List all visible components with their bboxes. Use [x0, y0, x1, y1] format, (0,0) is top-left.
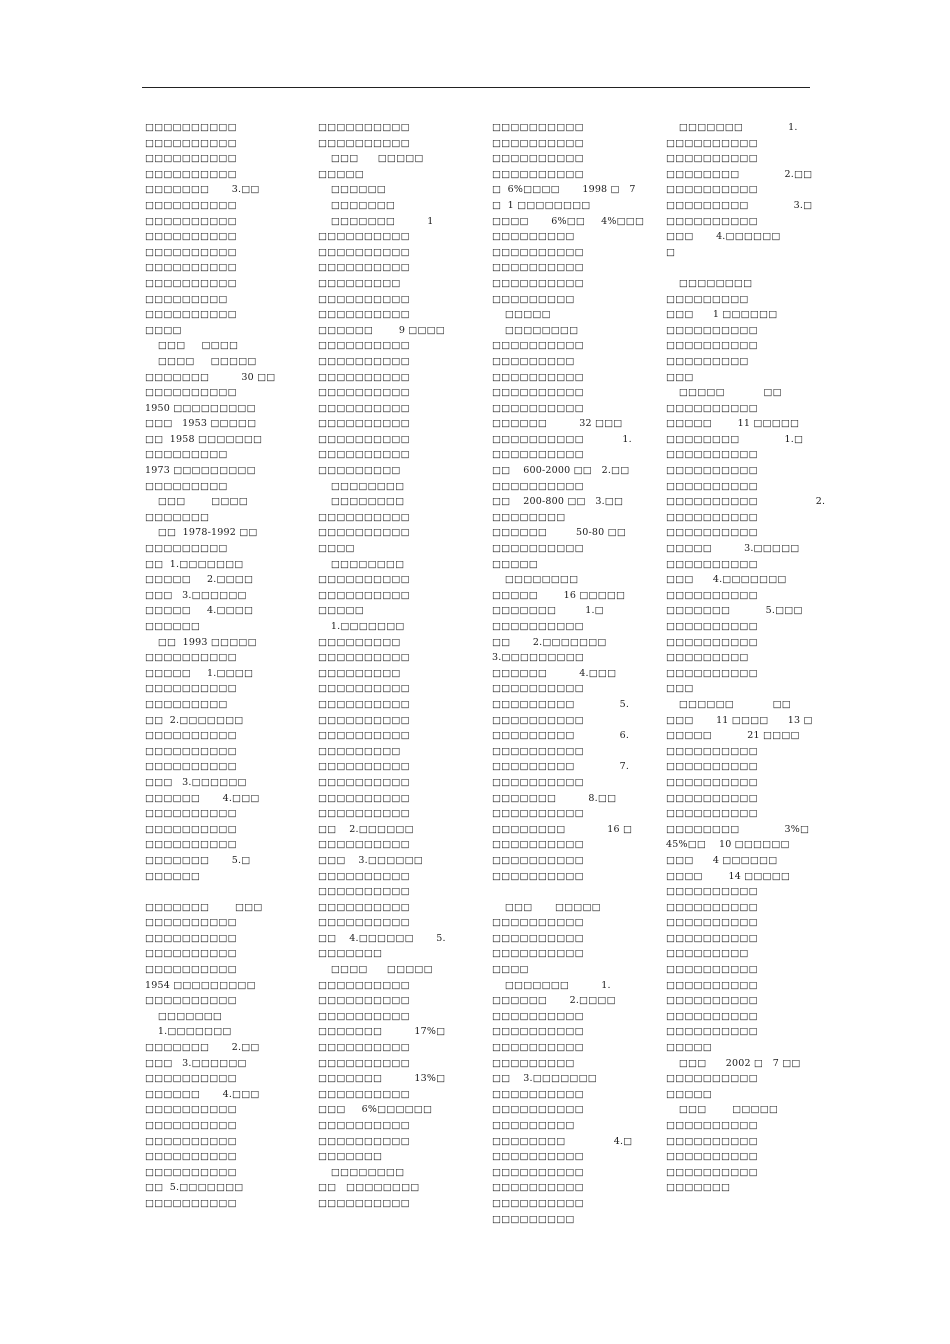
text-line: □□□□	[145, 324, 182, 336]
text-line: 1973 □□□□□□□□□	[145, 465, 256, 477]
text-line: □□□□□□□	[145, 511, 210, 523]
text-line: □□□□□□□□□□	[666, 340, 758, 352]
text-line: □□□□□□□□□□	[666, 1073, 758, 1085]
text-line: □□□□□□□ □□□	[145, 901, 263, 913]
text-line: □□□□□□□□□	[666, 293, 749, 305]
text-line: □□□□□□□□□□	[318, 886, 410, 898]
text-column-2	[318, 120, 468, 1212]
text-line: □□□□□□□ 8.□□	[492, 792, 617, 804]
text-line: □□□□□□□□□□	[666, 558, 758, 570]
text-line: □□□□□□□□□□	[145, 1197, 237, 1209]
text-line	[145, 884, 295, 900]
text-line: □□□□□□□□□□	[318, 1197, 410, 1209]
text-line: □□□□□□□□□□	[492, 168, 584, 180]
text-line: □□□□□□□□□□ 2.	[666, 496, 826, 508]
text-line: □□ 2.□□□□□□□	[145, 714, 244, 726]
text-line: □□□ 4 □□□□□□	[666, 854, 778, 866]
text-line: □□□□□□□□□□	[318, 418, 410, 430]
text-line: □□□ □□□□	[145, 496, 248, 508]
text-line: □□□□□□□□□□	[492, 480, 584, 492]
text-line: □□□□□□□□□□	[666, 1010, 758, 1022]
text-line: □□□□□□□□□□	[666, 979, 758, 991]
text-line: □□□□□□□□□□	[318, 137, 410, 149]
text-line: □□□□□□□□□□	[145, 917, 237, 929]
text-line: □□□□□□□□□□	[666, 995, 758, 1007]
text-line: □□□□□□□□	[492, 324, 579, 336]
text-line: □□□□□ 4.□□□□	[145, 605, 254, 617]
text-line: □□□□□□□□	[318, 558, 405, 570]
text-line: □□□□□□□□□□	[145, 199, 237, 211]
text-line: □□□□□□□□	[318, 496, 405, 508]
text-line: □□□□□□□□□□	[318, 730, 410, 742]
text-line: □□□□□□□□□	[666, 948, 749, 960]
text-line: □□□□□ 3.□□□□□	[666, 543, 800, 555]
text-line: □□ 1958 □□□□□□□	[145, 433, 263, 445]
text-line: 1.□□□□□□□	[145, 1026, 232, 1038]
text-line: □□□□□□□□□□	[318, 995, 410, 1007]
text-line: □□□ □□□□□	[318, 153, 424, 165]
text-line: □□□□□□□□□□	[318, 246, 410, 258]
text-line: □□□□□□□□□□	[145, 137, 237, 149]
text-line: □□□□□□□□□□	[145, 231, 237, 243]
text-line: □□□□□□□□	[492, 511, 566, 523]
text-line: □□□□□□□ 13%□	[318, 1073, 446, 1085]
text-line: □□□□□□ 32 □□□	[492, 418, 623, 430]
text-line: □□□ 11 □□□□ 13 □	[666, 714, 813, 726]
text-line: □□□□□□□□□□	[492, 870, 584, 882]
text-line: □□□□□□ 4.□□□	[145, 1088, 260, 1100]
text-line: □□□□□□□□□□	[318, 776, 410, 788]
text-line: □□□□□□□□□□	[145, 215, 237, 227]
text-column-1	[145, 120, 295, 1212]
text-line: □□□ 1 □□□□□□	[666, 309, 778, 321]
text-line: □□□□□□□□□□	[666, 1166, 758, 1178]
text-line: □□□□□□□□□□	[666, 792, 758, 804]
text-line: □□□□□□□□□□	[318, 901, 410, 913]
text-line: □□□□□□ □□	[666, 698, 791, 710]
text-line: □□□□□□□□□□	[145, 823, 237, 835]
text-line: □□□□□□□□□□	[492, 1197, 584, 1209]
text-line: □□□□□□□□□	[492, 1213, 575, 1225]
text-line: □□□□□□□□□□	[145, 995, 237, 1007]
text-line: □□□ □□□□	[145, 340, 239, 352]
text-line: □□□□□ 2.□□□□	[145, 574, 254, 586]
text-line: □□□□□□□□□□	[145, 839, 237, 851]
text-line: □□□□□□□□□□	[145, 1073, 237, 1085]
text-line: □□□□□□□□□□	[492, 122, 584, 133]
text-line: □□□□□□□□□□	[666, 215, 758, 227]
text-line: □□□□□ □□	[666, 387, 782, 399]
text-line: □□□□□□□□□□	[318, 122, 410, 133]
text-line: □□□□□□□□□□	[666, 1026, 758, 1038]
text-line: □□□□□□□ 1.	[666, 122, 798, 133]
text-line: □□□□□□□□□□	[666, 1151, 758, 1163]
text-line: □□□□□□□□□□	[666, 1135, 758, 1147]
text-line: □□□□□□□□□□	[318, 698, 410, 710]
text-line: □	[666, 246, 676, 258]
text-line: □□□□□□□ 1.□	[492, 605, 604, 617]
text-line: □□□□□□□□□□	[145, 387, 237, 399]
text-line: □□□□□□□□□	[492, 1120, 575, 1131]
text-line: □□□□□□□ 17%□	[318, 1026, 446, 1038]
text-line: □□□□□□□□□□	[666, 527, 758, 539]
text-line: □□□	[666, 683, 694, 695]
text-line: □□□□□□□□□□	[145, 1166, 237, 1178]
text-line: □□□□□□□□□□	[145, 1151, 237, 1163]
text-line: □□□□□□□□□□	[318, 402, 410, 414]
text-line: □□ 2.□□□□□□□	[492, 636, 607, 648]
text-line: □□□□	[318, 543, 355, 555]
text-line: □□ 5.□□□□□□□	[145, 1182, 244, 1194]
text-line: □□□□□□□□□□	[145, 309, 237, 321]
text-line: □□□□□□□□□□	[318, 1057, 410, 1069]
text-line: □□□□□□□□□□ 1.	[492, 433, 632, 445]
text-line: □□□□□□□□□□	[145, 277, 237, 289]
text-line: □□□□ □□□□□	[145, 355, 257, 367]
text-line: □□□□□□□ 2.□□	[145, 1042, 260, 1054]
text-line: □□□□ 14 □□□□□	[666, 870, 791, 882]
text-line: □□□□□□□□ 2.□□	[666, 168, 813, 180]
text-line: □□□□□□□□□	[318, 277, 401, 289]
text-line: □□ 1978-1992 □□	[145, 527, 258, 539]
text-line: □□□□□□□□□	[666, 652, 749, 664]
text-line: □□□□□□□□□□	[492, 745, 584, 757]
text-line: □□□□□□□□□□	[666, 153, 758, 165]
text-line: □□ 3.□□□□□□□	[492, 1073, 597, 1085]
text-line: □□□□□ 11 □□□□□	[666, 418, 800, 430]
text-line: □□□□□□□□□□	[666, 886, 758, 898]
text-line: □□□□□□□□□□	[318, 262, 410, 274]
text-line: □□□□□□□□□□	[666, 621, 758, 632]
text-line: 45%□□ 10 □□□□□□	[666, 839, 790, 851]
text-line: □□□□□□□□□□	[666, 745, 758, 757]
text-line: □□□□□□□□□□	[492, 402, 584, 414]
text-line: □□□□□□□□□□	[492, 137, 584, 149]
text-line: □□ □□□□□□□□	[318, 1182, 420, 1194]
text-line: □□□□□□□□□□	[666, 511, 758, 523]
text-line: □□□□□□□□□□	[666, 667, 758, 679]
text-line: □□□ 4.□□□□□□□	[666, 574, 787, 586]
text-line: □□□□□□□□□□	[666, 589, 758, 601]
text-line: □□□□□□ 9 □□□□	[318, 324, 445, 336]
text-line: □□□□□□□□□□	[145, 246, 237, 258]
text-line: □□□□□□□□□□	[666, 776, 758, 788]
text-line: □□□	[666, 371, 694, 383]
text-line: □□□□□□□□□□	[318, 433, 410, 445]
text-line: □□□□□□□□□□	[492, 246, 584, 258]
text-column-4	[666, 120, 826, 1196]
text-line: □□□□□□□□□□	[666, 449, 758, 461]
text-line: □□□□□□ 50-80 □□	[492, 527, 626, 539]
text-line: □□□□□□□□□□	[492, 683, 584, 695]
text-line: □□□□□□□□□	[145, 293, 228, 305]
text-line: □□□□□□□□□□	[318, 1120, 410, 1131]
header-rule	[142, 87, 810, 88]
text-line: □□□□□□□□□□	[492, 277, 584, 289]
text-line: □□□ 3.□□□□□□	[145, 589, 247, 601]
text-line: □□□□□□□□□□	[318, 589, 410, 601]
text-line: □□□□□□□□□□	[318, 355, 410, 367]
text-line: □□□□□□□□□□	[666, 1120, 758, 1131]
text-line: □□□□□□□	[318, 199, 396, 211]
text-line: □□□□□□□□□	[492, 293, 575, 305]
text-line: □□□□□□□□□□	[318, 387, 410, 399]
text-line: □□□□□□□□□□	[492, 776, 584, 788]
text-line: □□□□□□□□□□	[318, 1042, 410, 1054]
text-line: □□□□□□□□□□	[145, 153, 237, 165]
text-line: □□□□□□□□□□	[492, 1104, 584, 1116]
text-line: □□□□□□□□□□	[318, 979, 410, 991]
text-line: □□□□□□□□□□	[318, 808, 410, 820]
text-line: □□□□□□	[145, 621, 201, 632]
text-line: □□□□□□□□ 4.□	[492, 1135, 633, 1147]
text-line: □□□□□□□□□□	[318, 1088, 410, 1100]
text-line: □□□□□	[492, 558, 538, 570]
text-line: □□□□□□□□□□	[318, 839, 410, 851]
text-line: □□□□□□□□□□	[666, 932, 758, 944]
text-line: □□□□□□□□□□	[492, 932, 584, 944]
text-line: □□ 4.□□□□□□ 5.	[318, 932, 446, 944]
text-line: □□□□□□□□□□	[492, 917, 584, 929]
text-line: □□□□□□□□□	[145, 449, 228, 461]
text-line: □□□□□□□□□□	[492, 153, 584, 165]
text-line: □□□□□ 21 □□□□	[666, 730, 800, 742]
text-line: □□□ 3.□□□□□□	[145, 1057, 247, 1069]
text-line: □□□□□□□□□□	[318, 917, 410, 929]
text-line: □□□□□□□□□□	[318, 371, 410, 383]
text-line: □□□□□□□□□	[666, 355, 749, 367]
text-line: □□□□□□□□□□	[666, 137, 758, 149]
text-line: □□□ 3.□□□□□□	[318, 854, 423, 866]
text-line: □□□□□□□□ 3%□	[666, 823, 810, 835]
text-line: □□□□□□ 4.□□□	[145, 792, 260, 804]
text-column-3	[492, 120, 645, 1227]
text-line: □ 6%□□□□ 1998 □ 7	[492, 184, 636, 196]
text-line: □□□□□□□□□ 6.	[492, 730, 630, 742]
text-line: □□□□□□□ 30 □□	[145, 371, 276, 383]
text-line: □□□□□□□□□□	[666, 808, 758, 820]
text-line: □□□□□□□□□□	[145, 964, 237, 976]
text-line: □□□□□	[666, 1088, 712, 1100]
text-line: □□□□□□□□□□	[492, 808, 584, 820]
text-line: □□□□□□□□	[666, 277, 753, 289]
text-line: □□□□□	[318, 605, 364, 617]
text-line: □□□ 4.□□□□□□	[666, 231, 781, 243]
text-line: □□□□□□□□ 16 □	[492, 823, 633, 835]
text-line: □□□□□□□□□	[492, 231, 575, 243]
text-line: □□□□□□□□□□	[318, 293, 410, 305]
text-line: □□□□□□□□□□	[492, 839, 584, 851]
text-line: □□□□□□□□□□	[492, 371, 584, 383]
text-line: □□□□□□□□□□	[492, 1166, 584, 1178]
text-line: □□□□□□□□□	[318, 745, 401, 757]
text-line: □□□□□□□□ 1.□	[666, 433, 804, 445]
text-line: □□□□□□□ 3.□□	[145, 184, 260, 196]
text-line: □□□□□□□□□□	[145, 808, 237, 820]
text-line: □□□ 2002 □ 7 □□	[666, 1057, 801, 1069]
text-line: □□□□□□□□□□	[666, 324, 758, 336]
text-line: □□□□□□□□□	[318, 465, 401, 477]
text-line: □□□□□	[666, 1042, 712, 1054]
text-line: □□□□□	[318, 168, 364, 180]
text-line: □□ 200-800 □□ 3.□□	[492, 496, 624, 508]
text-line: □□□□□□□□□□	[492, 1010, 584, 1022]
text-line: □□□□□□□□□□	[318, 870, 410, 882]
text-line: □□□□□□□□□□	[492, 387, 584, 399]
text-line: □□□□□□□□□□	[318, 574, 410, 586]
text-line	[492, 884, 642, 900]
text-line: □□□□□□□□□□	[318, 792, 410, 804]
text-line: □□□ 3.□□□□□□	[145, 776, 247, 788]
text-line: □□□□□□□	[318, 1151, 383, 1163]
text-line: □□□□□□	[145, 870, 201, 882]
text-line: □□□□□□□ 1.	[492, 979, 611, 991]
text-line: □□□□□□□□□□	[492, 262, 584, 274]
text-line: □□□□□□□□□	[492, 355, 575, 367]
text-line: □□□□□□□□□□	[492, 854, 584, 866]
text-line: □□□□□□□	[318, 948, 383, 960]
text-line: □□□□□□□□□□	[666, 917, 758, 929]
text-line: □□□□□□□□□□	[666, 465, 758, 477]
text-line: □□□□□□□□□□	[492, 1088, 584, 1100]
text-line: □□□□□□□□□ 3.□	[666, 199, 813, 211]
text-line: 1954 □□□□□□□□□	[145, 979, 256, 991]
text-line: □□□□□□□□□□	[492, 621, 584, 632]
text-line: □□□□ 6%□□ 4%□□□	[492, 215, 645, 227]
text-line: □□□□□□□□□□	[666, 964, 758, 976]
text-line: □□□□□□□□□	[145, 543, 228, 555]
text-line: □□□□□□□□□□	[145, 730, 237, 742]
text-line: □□□□□□□	[666, 1182, 731, 1194]
text-line: □□□□□□□□□□	[318, 511, 410, 523]
text-line: □□□□□□□□□□	[145, 262, 237, 274]
text-line: □□□□□□□□□	[318, 667, 401, 679]
text-line	[666, 260, 816, 276]
text-line: □□□□□□□□□	[318, 636, 401, 648]
text-line: □□□ 1953 □□□□□	[145, 418, 257, 430]
text-line: □□□□□□□□□□	[666, 480, 758, 492]
text-line: □□□□□□□□□□	[318, 683, 410, 695]
text-line: □□□□□□□□□□	[318, 652, 410, 664]
text-line: □□□□□□□□□ 5.	[492, 698, 630, 710]
text-line: □□□□□□□□□□	[145, 168, 237, 180]
text-line: □□□□□□□□□□	[318, 340, 410, 352]
text-line: □□□□□□□□□□	[145, 1135, 237, 1147]
text-line: □□□□□□□□□□	[492, 1151, 584, 1163]
text-line: □□□□□□□□	[318, 1166, 405, 1178]
text-line: □□□□□□□□□□	[145, 1120, 237, 1131]
text-line: □□□□□□□□□□	[492, 449, 584, 461]
text-line: □□□□□ 16 □□□□□	[492, 589, 626, 601]
text-line: □□□□□□□□□□	[145, 122, 237, 133]
text-line: □□□□□□□□□□	[318, 761, 410, 773]
text-line: □□□□□□□□□□	[666, 636, 758, 648]
text-line: □□□□□□□□□□	[492, 1042, 584, 1054]
text-line: □□□□□□□□□□	[492, 948, 584, 960]
text-line: □□□□□□□□□	[492, 1057, 575, 1069]
text-line: □□□□□□□□□□	[318, 714, 410, 726]
text-line: □□□□□□□□□□	[145, 745, 237, 757]
text-line: □□□□□□□□□□	[318, 231, 410, 243]
text-line: □□□□□□□□□□	[666, 402, 758, 414]
text-line: □□□□□□□ 5.□□□	[666, 605, 803, 617]
text-line: □□□□□□□□□□	[666, 184, 758, 196]
text-line: □□□□□□□□□□	[318, 527, 410, 539]
text-line: □□□□□□□□□□	[492, 714, 584, 726]
text-line: □□□□□□□□□□	[145, 1104, 237, 1116]
text-line: □□□□□□ 2.□□□□	[492, 995, 616, 1007]
text-line: □□□□□□□ 1	[318, 215, 434, 227]
text-line: □□□□□□□□□□	[145, 761, 237, 773]
text-line: □□□ □□□□□	[492, 901, 601, 913]
text-line: □□□□□□□□□□	[318, 1010, 410, 1022]
text-line: □□□□□□□□□□	[666, 901, 758, 913]
text-line: □□ 1993 □□□□□	[145, 636, 257, 648]
text-line: □□□□□ 1.□□□□	[145, 667, 254, 679]
text-line: □□□□□□□□□□	[492, 1026, 584, 1038]
text-line: □□ 2.□□□□□□	[318, 823, 414, 835]
text-line: □□□□	[492, 964, 529, 976]
text-line: □□□□□□□	[145, 1010, 223, 1022]
text-line: □□□□□□□□	[492, 574, 579, 586]
text-line: □□□□□□□□□□	[145, 948, 237, 960]
text-line: □□□□□□□□□□	[492, 1182, 584, 1194]
text-line: □□□□□□□□□□	[666, 761, 758, 773]
text-line: □□□□□□□□□□	[318, 1135, 410, 1147]
text-line: □□□□□□□□□□	[145, 683, 237, 695]
text-line: □□□□□□ 4.□□□	[492, 667, 617, 679]
text-line: □ 1 □□□□□□□□	[492, 199, 591, 211]
text-line: □□□ □□□□□	[666, 1104, 779, 1116]
text-line: □□□□□□□□□ 7.	[492, 761, 630, 773]
text-line: □□ 600-2000 □□ 2.□□	[492, 465, 630, 477]
text-line: □□ 1.□□□□□□□	[145, 558, 244, 570]
text-line: 1950 □□□□□□□□□	[145, 402, 256, 414]
text-line: □□□□□□□□□□	[492, 340, 584, 352]
text-line: □□□□□□	[318, 184, 386, 196]
text-line: □□□□□□□□□□	[318, 309, 410, 321]
text-line: □□□□ □□□□□	[318, 964, 433, 976]
text-line: 3.□□□□□□□□□	[492, 652, 585, 664]
text-line: □□□□□□□□□□	[318, 449, 410, 461]
text-line: □□□□□□□□	[318, 480, 405, 492]
text-line: 1.□□□□□□□	[318, 621, 405, 632]
text-line: □□□□□□□□□□	[145, 652, 237, 664]
text-line: □□□□□□□□□	[145, 480, 228, 492]
text-line: □□□□□□□□□□	[492, 543, 584, 555]
text-line: □□□□□□□ 5.□	[145, 854, 251, 866]
text-line: □□□ 6%□□□□□□	[318, 1104, 433, 1116]
text-line: □□□□□□□□□	[145, 698, 228, 710]
text-line: □□□□□□□□□□	[145, 932, 237, 944]
text-line: □□□□□	[492, 309, 551, 321]
